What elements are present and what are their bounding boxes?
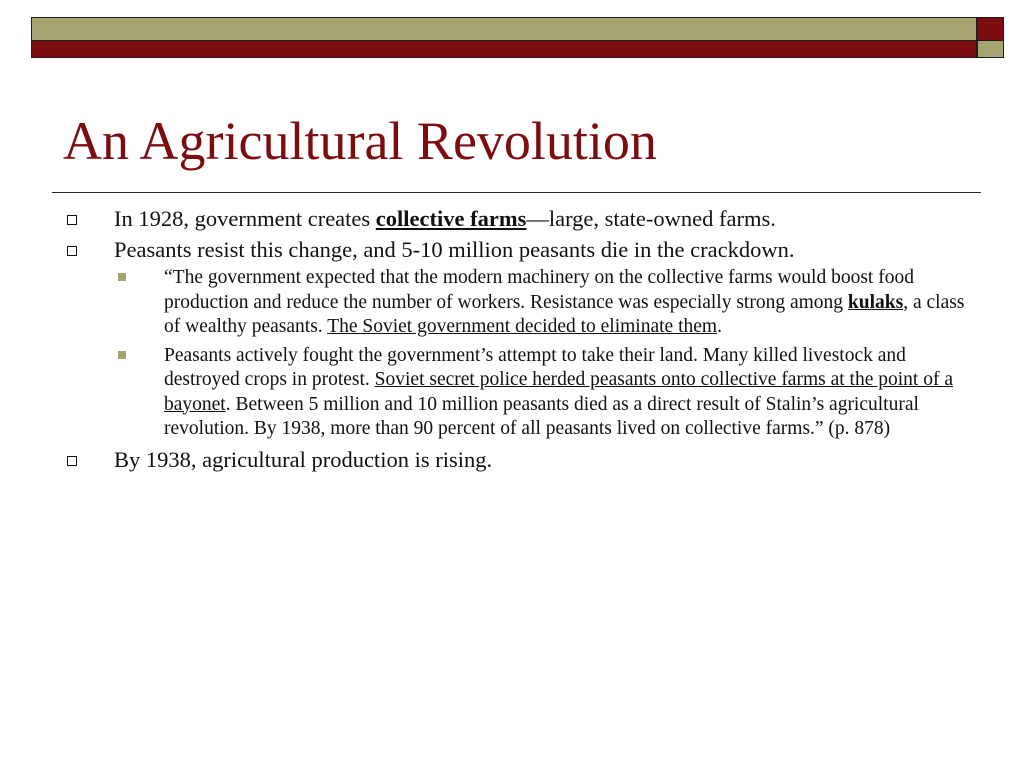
sub-bullet-item (63, 344, 968, 442)
sub-bullet-text: Peasants actively fought the government’s attempt to take their land. Many killed livestock and destroyed crops in protest. (164, 344, 906, 390)
hollow-square-bullet-icon (67, 456, 77, 466)
header-band-red (31, 41, 977, 58)
bullet-text: By 1938, agricultural production is rising. (114, 446, 493, 472)
bullet-item (63, 236, 968, 264)
bullet-item (63, 205, 968, 233)
slide-body (63, 205, 968, 474)
filled-square-bullet-icon (118, 351, 126, 359)
hollow-square-bullet-icon (67, 215, 77, 225)
header-corner-olive (977, 41, 1004, 58)
key-term: collective farms (375, 206, 527, 231)
sub-bullet-text: . Between 5 million and 10 million peasants died as a direct result of Stalin’s agricultural revolution. By 1938, more than 90 percent of all peasants lived on collective farms.” (p. 878) (164, 393, 919, 439)
slide-title: An Agricultural Revolution (63, 111, 657, 171)
sub-bullet-text: , a class of wealthy peasants. (164, 291, 965, 337)
bullet-text: In 1928, government creates (114, 206, 376, 231)
sub-bullet-text: “The government expected that the modern machinery on the collective farms would boost food production and reduce the number of workers. Resistance was especially strong among (164, 267, 914, 313)
sub-bullet-item (63, 266, 968, 340)
header-corner-red (977, 17, 1004, 41)
underlined-phrase: The Soviet government decided to eliminate them (327, 316, 718, 337)
filled-square-bullet-icon (118, 273, 126, 281)
header-band-olive (31, 17, 977, 41)
bullet-text: Peasants resist this change, and 5-10 million peasants die in the crackdown. (114, 237, 795, 262)
title-divider (52, 192, 981, 193)
key-term: kulaks (847, 291, 904, 313)
bullet-item (63, 446, 968, 474)
hollow-square-bullet-icon (67, 246, 77, 256)
underlined-phrase: Soviet secret police herded peasants onto collective farms at the point of a bayonet (164, 369, 953, 415)
sub-bullet-text: . (717, 316, 722, 337)
bullet-text: —large, state-owned farms. (526, 206, 776, 231)
